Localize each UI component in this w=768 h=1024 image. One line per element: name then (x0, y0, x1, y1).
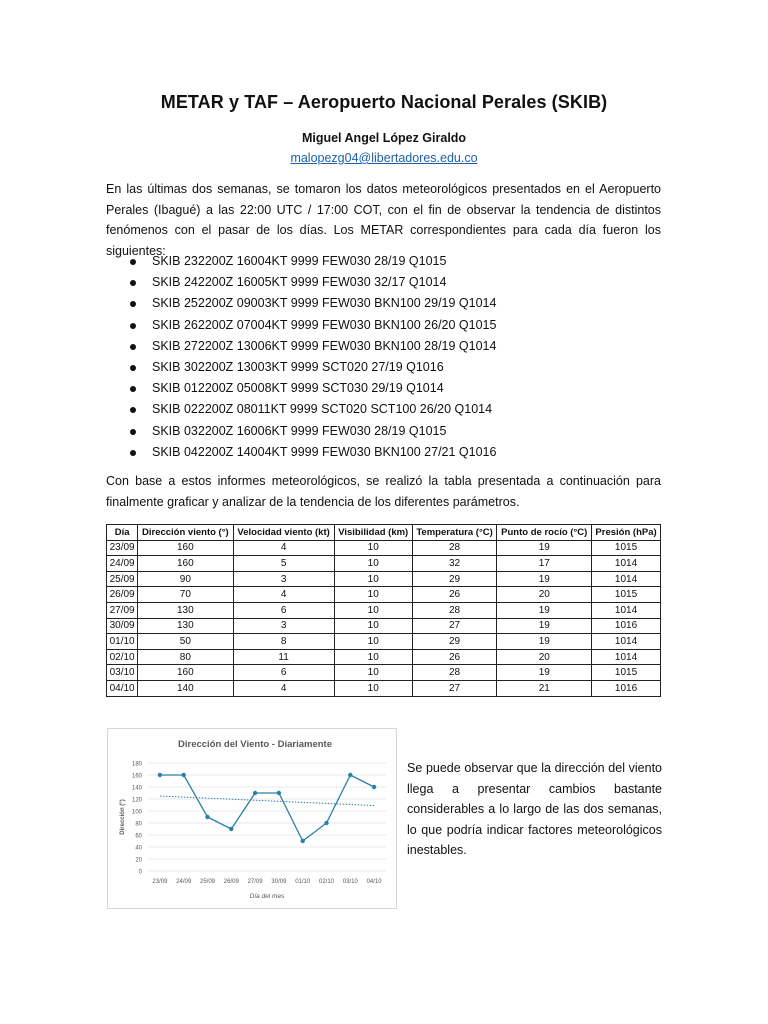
table-cell: 26/09 (107, 587, 138, 603)
data-point (253, 791, 257, 795)
data-point (372, 785, 376, 789)
trendline (160, 796, 374, 805)
table-cell: 1014 (592, 602, 661, 618)
metar-text: SKIB 232200Z 16004KT 9999 FEW030 28/19 Q1015 (152, 254, 447, 268)
y-tick-label: 180 (131, 761, 142, 768)
x-tick-label: 04/10 (366, 879, 382, 885)
table-cell: 10 (334, 665, 412, 681)
x-tick-label: 26/09 (223, 879, 239, 885)
y-tick-label: 120 (131, 797, 142, 804)
table-cell: 10 (334, 540, 412, 556)
y-tick-label: 60 (135, 833, 142, 840)
y-tick-label: 20 (135, 857, 142, 864)
table-cell: 19 (497, 634, 592, 650)
series-line (160, 775, 374, 841)
x-tick-label: 30/09 (271, 879, 287, 885)
table-cell: 19 (497, 665, 592, 681)
data-point (205, 815, 209, 819)
y-tick-label: 40 (135, 845, 142, 852)
table-cell: 10 (334, 618, 412, 634)
y-tick-label: 160 (131, 773, 142, 780)
metar-item (128, 421, 496, 442)
metar-text: SKIB 022200Z 08011KT 9999 SCT020 SCT100 26/20 Q1014 (152, 402, 493, 417)
table-cell: 26 (412, 587, 497, 603)
table-cell: 19 (497, 602, 592, 618)
table-cell: 10 (334, 571, 412, 587)
table-cell: 29 (412, 571, 497, 587)
table-cell: 4 (233, 680, 334, 696)
table-cell: 10 (334, 680, 412, 696)
intro-paragraph: En las últimas dos semanas, se tomaron los datos meteorológicos presentados en el Aeropuerto Perales (Ibagué) a las 22:00 UTC / 17:00 COT, con el fin de observar la tendencia de distintos fenómenos con el pasar de los días. Los METAR correspondientes para cada día fueron los siguientes: (106, 182, 661, 258)
table-cell: 27 (412, 618, 497, 634)
table-cell: 20 (497, 649, 592, 665)
table-cell: 1014 (592, 556, 661, 572)
bullet-icon (130, 450, 136, 456)
table-cell: 28 (412, 602, 497, 618)
author-email-link[interactable]: malopezg04@libertadores.edu.co (290, 151, 478, 165)
table-cell: 20 (497, 587, 592, 603)
metar-text: SKIB 012200Z 05008KT 9999 SCT030 29/19 Q1014 (152, 381, 444, 396)
author-name: Miguel Angel López Giraldo (301, 131, 467, 145)
table-cell: 24/09 (107, 556, 138, 572)
table-cell: 1015 (592, 665, 661, 681)
table-cell: 130 (138, 618, 233, 634)
metar-item (128, 399, 496, 420)
data-point (229, 827, 233, 831)
table-row (107, 587, 661, 603)
data-point (348, 773, 352, 777)
table-cell: 28 (412, 540, 497, 556)
table-cell: 10 (334, 587, 412, 603)
table-cell: 4 (233, 540, 334, 556)
table-cell: 04/10 (107, 680, 138, 696)
table-cell: 1016 (592, 618, 661, 634)
x-tick-label: 01/10 (295, 879, 311, 885)
bullet-icon (130, 365, 136, 371)
data-point (324, 821, 328, 825)
table-cell: 4 (233, 587, 334, 603)
table-cell: 1016 (592, 680, 661, 696)
weather-data-table (106, 524, 661, 697)
table-cell: 01/10 (107, 634, 138, 650)
x-tick-label: 03/10 (342, 879, 358, 885)
table-cell: 27/09 (107, 602, 138, 618)
x-tick-label: 25/09 (199, 879, 216, 885)
table-cell: 28 (412, 665, 497, 681)
x-tick-label: 24/09 (176, 879, 192, 885)
table-row (107, 571, 661, 587)
table-cell: 25/09 (107, 571, 138, 587)
metar-item (128, 442, 496, 463)
table-cell: 130 (138, 602, 233, 618)
metar-text: SKIB 252200Z 09003KT 9999 FEW030 BKN100 29/19 Q1014 (152, 296, 497, 311)
metar-text: SKIB 242200Z 16005KT 9999 FEW030 32/17 Q1014 (152, 275, 447, 290)
bullet-icon (130, 407, 136, 413)
table-cell: 160 (138, 665, 233, 681)
table-cell: 6 (233, 665, 334, 681)
table-cell: 30/09 (107, 618, 138, 634)
metar-text: SKIB 272200Z 13006KT 9999 FEW030 BKN100 28/19 Q1014 (152, 338, 497, 353)
metar-text: SKIB 032200Z 16006KT 9999 FEW030 28/19 Q1015 (152, 423, 447, 438)
chart-svg (108, 729, 396, 908)
page-title: METAR y TAF – Aeropuerto Nacional Perales (SKIB) (160, 92, 608, 112)
table-cell: 27 (412, 680, 497, 696)
table-cell: 10 (334, 634, 412, 650)
table-header-cell: Punto de rocío (°C) (497, 525, 592, 541)
metar-item (128, 251, 496, 272)
table-cell: 29 (412, 634, 497, 650)
x-axis-label: Día del mes (249, 893, 285, 900)
table-row (107, 602, 661, 618)
table-cell: 3 (233, 618, 334, 634)
metar-item (128, 293, 496, 314)
data-point (182, 773, 186, 777)
x-tick-label: 02/10 (318, 879, 335, 885)
bullet-icon (130, 280, 136, 286)
table-row (107, 540, 661, 556)
table-row (107, 556, 661, 572)
table-cell: 10 (334, 602, 412, 618)
table-row (107, 634, 661, 650)
table-cell: 160 (138, 540, 233, 556)
table-cell: 5 (233, 556, 334, 572)
table-header-cell: Velocidad viento (kt) (233, 525, 334, 541)
table-cell: 80 (138, 649, 233, 665)
y-axis-label: Dirección (°) (120, 799, 126, 835)
table-header-cell: Temperatura (°C) (412, 525, 497, 541)
table-cell: 26 (412, 649, 497, 665)
table-cell: 02/10 (107, 649, 138, 665)
bullet-icon (130, 386, 136, 392)
bullet-icon (130, 429, 136, 435)
metar-item (128, 357, 496, 378)
table-cell: 50 (138, 634, 233, 650)
metar-text: SKIB 262200Z 07004KT 9999 FEW030 BKN100 26/20 Q1015 (152, 317, 497, 332)
y-tick-label: 80 (135, 821, 142, 828)
table-row (107, 665, 661, 681)
bullet-icon (130, 259, 136, 265)
analysis-paragraph: Se puede observar que la dirección del viento llega a presentar cambios bastante considerables a lo largo de las dos semanas, lo que podría indicar factores meteorológicos inestables. (407, 761, 662, 857)
metar-list (128, 251, 496, 463)
table-cell: 90 (138, 571, 233, 587)
table-cell: 21 (497, 680, 592, 696)
table-header-cell: Presión (hPa) (592, 525, 661, 541)
table-cell: 70 (138, 587, 233, 603)
table-cell: 23/09 (107, 540, 138, 556)
data-point (277, 791, 281, 795)
table-cell: 03/10 (107, 665, 138, 681)
metar-item (128, 315, 496, 336)
x-tick-label: 23/09 (152, 879, 168, 885)
table-cell: 1015 (592, 540, 661, 556)
table-row (107, 618, 661, 634)
table-header-row (107, 525, 661, 541)
bullet-icon (130, 301, 136, 307)
table-cell: 19 (497, 540, 592, 556)
metar-text: SKIB 302200Z 13003KT 9999 SCT020 27/19 Q1016 (152, 359, 444, 374)
table-cell: 1014 (592, 571, 661, 587)
bullet-icon (130, 323, 136, 329)
table-cell: 1014 (592, 634, 661, 650)
table-header-cell: Día (107, 525, 138, 541)
metar-text: SKIB 042200Z 14004KT 9999 FEW030 BKN100 27/21 Q1016 (152, 444, 497, 459)
table-cell: 140 (138, 680, 233, 696)
metar-item (128, 378, 496, 399)
table-cell: 1014 (592, 649, 661, 665)
table-cell: 10 (334, 556, 412, 572)
table-cell: 10 (334, 649, 412, 665)
table-cell: 32 (412, 556, 497, 572)
table-cell: 19 (497, 618, 592, 634)
table-row (107, 649, 661, 665)
table-cell: 6 (233, 602, 334, 618)
table-cell: 17 (497, 556, 592, 572)
data-point (301, 839, 305, 843)
x-tick-label: 27/09 (247, 879, 263, 885)
wind-direction-chart (107, 728, 397, 909)
y-tick-label: 0 (138, 869, 142, 876)
y-tick-label: 100 (131, 809, 142, 816)
table-header-cell: Visibilidad (km) (334, 525, 412, 541)
table-row (107, 680, 661, 696)
table-cell: 1015 (592, 587, 661, 603)
table-cell: 11 (233, 649, 334, 665)
table-header-cell: Dirección viento (°) (138, 525, 233, 541)
table-cell: 3 (233, 571, 334, 587)
table-intro-paragraph: Con base a estos informes meteorológicos, se realizó la tabla presentada a continuación para finalmente graficar y analizar de la tendencia de los diferentes parámetros. (106, 474, 661, 509)
bullet-icon (130, 344, 136, 350)
table-cell: 160 (138, 556, 233, 572)
table-cell: 8 (233, 634, 334, 650)
chart-title: Dirección del Viento - Diariamente (178, 739, 332, 750)
y-tick-label: 140 (131, 785, 142, 792)
table-cell: 19 (497, 571, 592, 587)
data-point (158, 773, 162, 777)
metar-item (128, 272, 496, 293)
metar-item (128, 336, 496, 357)
